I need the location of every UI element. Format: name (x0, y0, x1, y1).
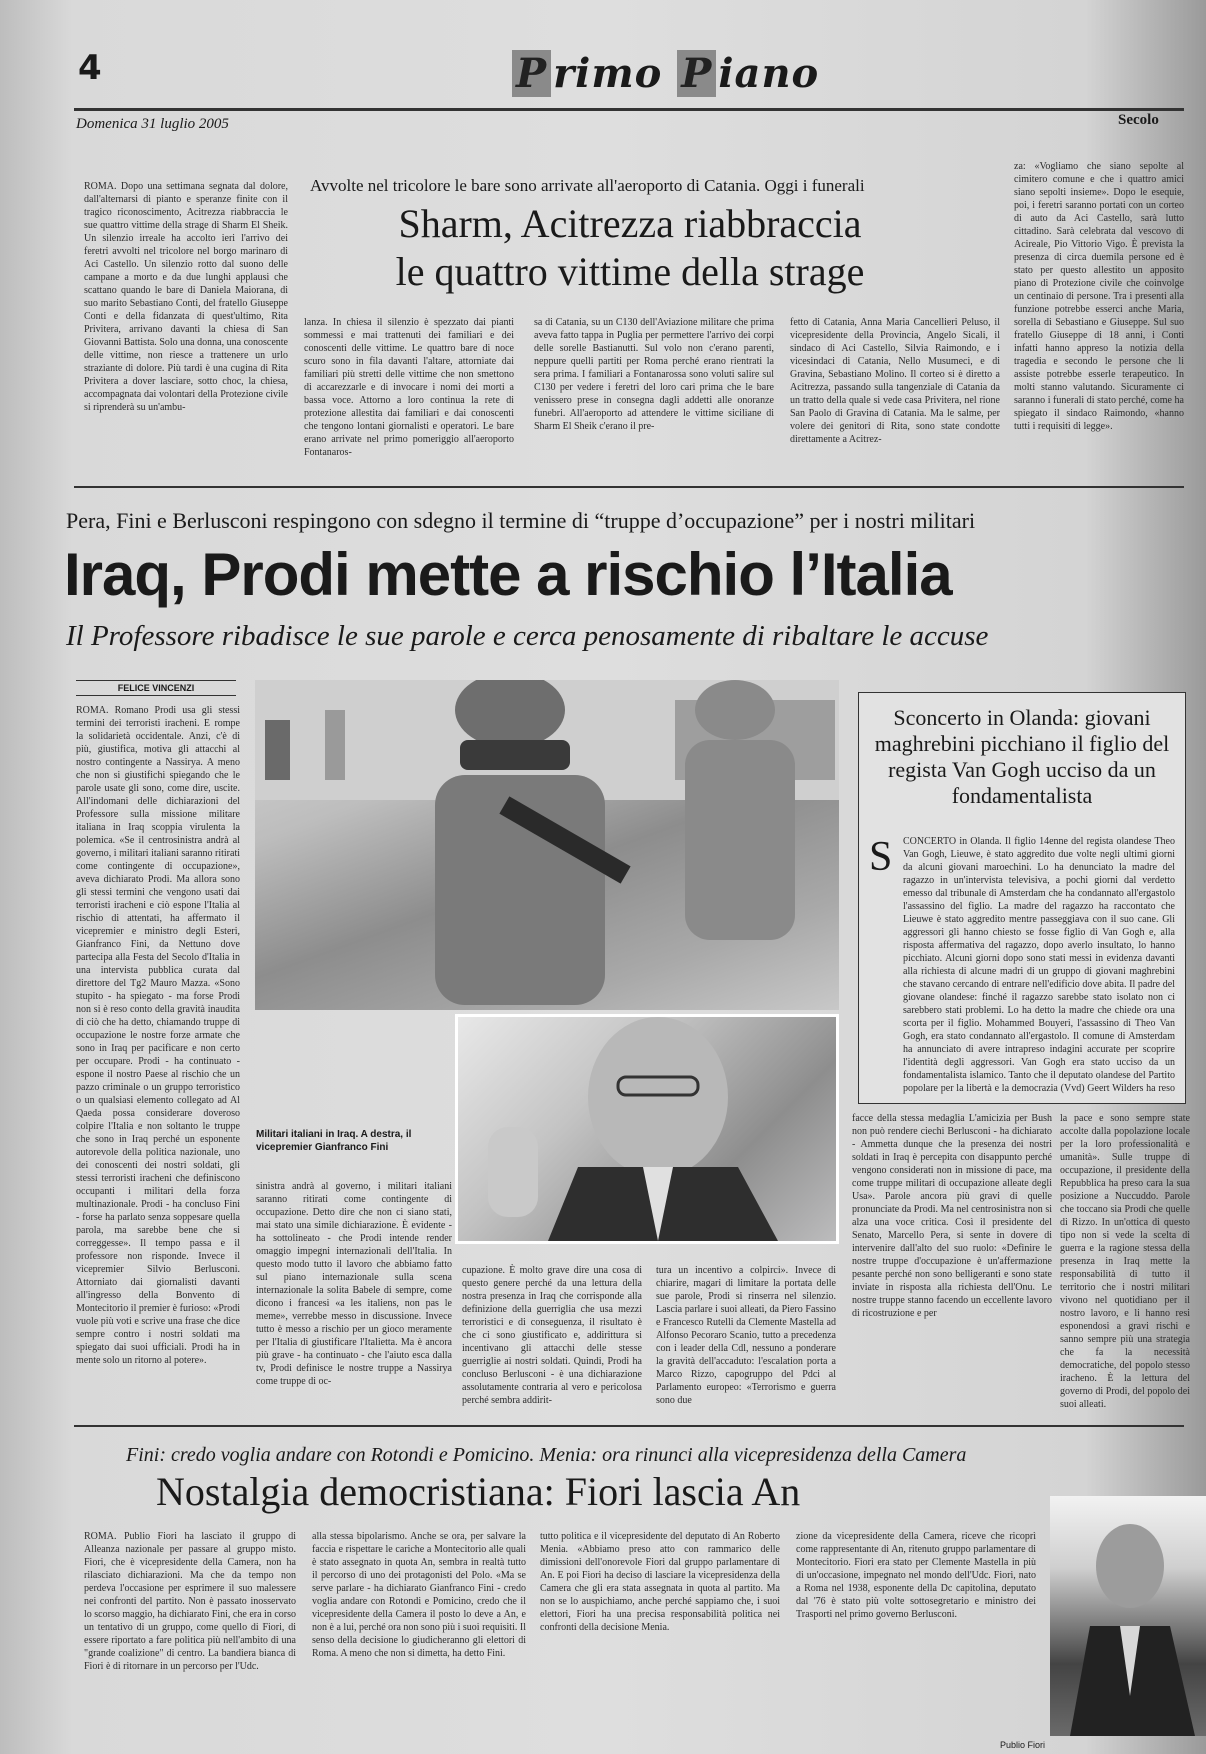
story3-col3: tutto politica e il vicepresidente del deputato di An Roberto Menia. «Abbiamo preso atto con rammarico delle dimissioni dell'onorevole Fiori dal gruppo parlamentare di An. E poi Fiori ha deciso di lasciare la vicepresidenza della Camera che gli era stata assegnata in quota al partito. Ma non se lo auspichiamo, anche perché sappiamo che, i suoi elettori, Fiori ha una precisa responsabilità politica nei confronti della decisione Menia. (540, 1531, 780, 1633)
section-rest-2: iano (718, 50, 820, 97)
story2-byline: FELICE VINCENZI (76, 680, 236, 696)
story1-col1: ROMA. Dopo una settimana segnata dal dolore, dall'alternarsi di pianto e speranze finite con il tragico riconoscimento, Acitrezza riabbraccia le sue quattro vittime della strage di Sharm El Sheik. Un silenzio irreale ha accolto ieri l'arrivo dei feretri avvolti nel tricolore nel borgo marinaro di Aci Castello. Un silenzio rotto dal suono delle campane a morto e da due lunghi applausi che scattano quando le bare di Daniela Maiorana, di suo marito Sebastiano Conti, del fratello Giuseppe Conti e della fidanzata di quest'ultimo, Rita Privitera, arrivano davanti la chiesa di San Giovanni Battista. Solo una donna, una conoscente delle vittime, non riesce a trattenere un urlo straziante di dolore. Più tardi è una cugina di Rita Privitera a dover lasciare, sotto choc, la chiesa, accompagnata dai volontari della Protezione civile si riprenderà su un'ambu- (84, 181, 288, 413)
story2-col3: cupazione. È molto grave dire una cosa di questo genere perché da una lettura della nostra presenza in Iraq che corrisponde alla definizione della guerriglia che usa mezzi terroristici e di conseguenza, il risultato è che ci sono giustificato e, addirittura si incentivano gli attacchi delle stesse guerriglie ai nostri soldati. Quindi, Prodi ha concluso Berlusconi - è una dichiarazione assolutamente contraria al vero e pericolosa perché sembra addirit- (462, 1265, 642, 1406)
story2-subhead: Il Professore ribadisce le sue parole e cerca penosamente di ribaltare le accuse (66, 620, 989, 652)
box-dropcap: S (869, 834, 893, 880)
story1-headline-line1: Sharm, Acitrezza riabbraccia (398, 201, 862, 246)
section-rule-2 (74, 486, 1184, 488)
box-headline: Sconcerto in Olanda: giovani maghrebini picchiano il figlio del regista Van Gogh ucciso da un fondamentalista (874, 705, 1170, 808)
photo-caption: Militari italiani in Iraq. A destra, il vicepremier Gianfranco Fini (256, 1129, 412, 1153)
story3-col2: alla stessa bipolarismo. Anche se ora, per salvare la faccia e rispettare le cariche a Montecitorio alle quali è stato assegnato in quota An, sembra in realtà tutto il percorso di uno dei protagonisti del Polo. «Ma se serve parlare - ha dichiarato Gianfranco Fini - credo voglia andare con Rotondi e Pomicino, credo che il vicepresidente della Camera il posto lo deve a An, e non è a lui, perché ora non sono più i suoi requisiti. Il senso della decisione lo giudicheranno gli elettori di Roma. A meno che non si dimetta, ha detto Fini. (312, 1531, 526, 1659)
story3-kicker: Fini: credo voglia andare con Rotondi e Pomicino. Menia: ora rinunci alla vicepresidenza della Camera (126, 1444, 967, 1466)
story2-col2: sinistra andrà al governo, i militari italiani saranno ritirati come contingente di occupazione. Detto dire che non ci siano stati, mai stato una simile dichiarazione. È evidente - ha sottolineato - che Prodi intende render omaggio impegni internazionali dell'Italia. In questo modo tutto il lavoro che abbiamo fatto sul piano internazionale sulla scena internazionale la solita Babele di sempre, come dicono i francesi «a les italiens, non pas le meme», verrebbe messo in discussione. Invece tutto è messo a rischio per un gioco meramente per l'Italia di giustificare l'Italietta. Ma è ancora più grave - ha continuato - che l'aiuto esca dalla tv, Prodi definisce le nostre truppe a Nassirya come truppe di oc- (256, 1181, 452, 1387)
story2-col4: tura un incentivo a colpirci». Invece di chiarire, magari di limitare la portata delle sue parole, Prodi si rinserra nel silenzio. Lascia parlare i suoi alleati, da Piero Fassino e Francesco Rutelli da Clemente Mastella ad Alfonso Pecoraro Scanio, tutto a precedenza con i leader della Cdl, nessuno a ponderare la gravità dell'accaduto: l'escalation porta a Marco Rizzo, capogruppo del Pdci al Parlamento europeo: «Terrorismo e guerra sono due (656, 1265, 836, 1406)
story1-headline-line2: le quattro vittime della strage (395, 249, 865, 294)
story1-col2: lanza. In chiesa il silenzio è spezzato dai pianti sommessi e mai trattenuti dei familiari e dei conoscenti delle vittime. Le quattro bare di noce scuro sono in fila davanti l'altare, attorniate dai familiari più stretti delle vittime che non smettono di accarezzarle e di invocare i nomi dei morti a bassa voce. Attorno a loro continua la rete di protezione allestita dai familiari e dai conoscenti che tengono lontani giornalisti e operatori. Le bare erano arrivate nel primo pomeriggio all'aeroporto Fontanaros- (304, 317, 514, 458)
section-rest-1: rimo (553, 50, 678, 97)
story3-col4: zione da vicepresidente della Camera, riceve che ricoprì come rappresentante di An, ritenuto gruppo parlamentare di Montecitorio. Fiori era stato per Clemente Mastella in più di un'occasione, impegnato nel mondo dell'Udc. Fiori, nato a Roma nel 1938, esponente della Dc capitolina, deputato dal '76 è stato più volte sottosegretario e ministro dei Trasporti nel primo governo Berlusconi. (796, 1531, 1036, 1620)
story3-headline: Nostalgia democristiana: Fiori lascia An (156, 1469, 801, 1514)
story1-col4: fetto di Catania, Anna Maria Cancellieri Peluso, il vicepresidente della Provincia, Angelo Sicali, il sindaco di Aci Castello, Silvia Raimondo, e i vicesindaci di Catania, Nello Musumeci, e di Gravina, Sebastiano Molino. Il corteo si è diretto a Acitrezza, passando sulla tangenziale di Catania da un tratto della quale si vede casa Privitera, nel rione San Paolo di Gravina di Catania. Ma le salme, per volere dei genitori di Rita, sono state condotte direttamente a Acitrez- (790, 317, 1000, 445)
page-number: 4 (78, 48, 102, 88)
issue-date: Domenica 31 luglio 2005 (76, 116, 229, 132)
story2-col1: ROMA. Romano Prodi usa gli stessi termini dei terroristi iracheni. E rompe la solidarietà occidentale. Anzi, c'è di più, giustifica, motiva gli attacchi al nostro contingente a Nassirya. A meno che non si giustifichi spiegando che le parole usate gli sono, come dire, uscite. All'indomani delle dichiarazioni del Professore sulla missione militare italiana in Iraq scoppia virulenta la polemica. «Se il centrosinistra andrà al governo, i militari italiani saranno ritirati come contingente di occupazione», aveva dichiarato Prodi. Ma allora sono gli stessi termini che vengono usati dai terroristi iracheni e ciò espone l'Italia al rischio di attentati, ha affermato il vicepremier e ministro degli Esteri, Gianfranco Fini, da Nettuno dove partecipa alla Festa del Secolo d'Italia in una intervista pubblica curata dal direttore del Tg2 Mauro Mazza. «Sono stupito - ha spiegato - ma forse Prodi non si è reso conto della gravità inaudita di ciò che ha detto, chiamando truppe di occupazione le nostre forze armate che sono in Iraq per pacificare e non certo per occupare. Prodi - ha continuato - espone il nostro Paese al rischio che un pazzo criminale o un gruppo terroristico o un qualsiasi elemento collegato ad Al Qaeda possa considerare doveroso colpire l'Italia e non soltanto le truppe che sono in Iraq perché un esponente autorevole della politica nazionale, uno dei conoscenti dei nostri soldati, gli stessi terroristi iracheni che definiscono occupanti i militari della forza multinazionale. Prodi - ha concluso Fini - forse ha parlato senza soppesare quella parola, ma sarebbe bene che si correggesse». Il tempo passa e il professore non risponde. Invece il vicepremier Silvio Berlusconi. Attorniato dai giornalisti davanti all'ingresso della Bonvento di Montecitorio il premier è furioso: «Prodi vuole più voti e scrive una frase che dice sempre contro i nostri soldati ma spiegato dai suoi ufficiali. Prodi ha in mente solo un ritorno al potere». (76, 705, 240, 1366)
story2-kicker: Pera, Fini e Berlusconi respingono con sdegno il termine di “truppe d’occupazione” per i nostri militari (66, 508, 976, 533)
section-title (512, 50, 819, 97)
fiori-photo (1050, 1496, 1206, 1736)
story2-headline: Iraq, Prodi mette a rischio l’Italia (64, 541, 952, 608)
soldiers-photo (255, 680, 839, 1010)
fini-photo (455, 1014, 839, 1244)
story1-headline (300, 200, 960, 296)
story1-kicker: Avvolte nel tricolore le bare sono arrivate all'aeroporto di Catania. Oggi i funerali (310, 176, 865, 195)
soldiers-illustration (255, 680, 839, 1010)
photo3-caption: Publio Fiori (1000, 1740, 1046, 1750)
story1-col3: sa di Catania, su un C130 dell'Aviazione militare che prima aveva fatto tappa in Puglia per permettere l'arrivo dei corpi delle sorelle Bastianutti. Sul volo non c'erano parenti, neppure quelli partiti per Roma perché erano rientrati la sera prima. I familiari a Fontanarossa sono voluti salire sul C130 per vedere i feretri del loro cari prima che le bare venissero prese in consegna dagli addetti alle onoranze funebri. All'aeroporto ad attendere le vittime siciliane di Sharm El Sheik c'erano il pre- (534, 317, 774, 432)
story2-col5: facce della stessa medaglia L'amicizia per Bush non può rendere ciechi Berlusconi - ha dichiarato - Ammetta dunque che la presenza dei nostri soldati in Iraq è percepita con disappunto perché vengono considerati non in missione di pace, ma come truppe militari di occupazione alleate degli Usa». Parole ancora più gravi di quelle pronunciate da Prodi. Ma nel centrosinistra non si alza una voce critica. Così il presidente del Senato, Marcello Pera, si sente in dovere di intervenire dall'alto del suo ruolo: «Definire le nostre truppe d'occupazione è un'affermazione pesante perché non sono belligeranti e sono state inviate in risposta alla richiesta dell'Onu. Le nostre truppe stanno facendo un eccellente lavoro di ricostruzione e per (852, 1113, 1052, 1319)
story3-col1: ROMA. Publio Fiori ha lasciato il gruppo di Alleanza nazionale per passare al gruppo misto. Fiori, che è vicepresidente della Camera, non ha rilasciato dichiarazioni. Ma che da tempo non perdeva l'occasione per esprimere il suo malessere nei confronti del partito. Non è passato inosservato lo scorso maggio, ha dichiarato Fini, che era in corso un tentativo di un gruppo, come quello di Fiori, di essere riportato a fare politica più nell'ambito di una "grande coalizione" di centro. La bandiera bianca di Fiori è di ritornare in un percorso per l'Udc. (84, 1531, 296, 1672)
van-gogh-box (858, 692, 1186, 1104)
section-rule-3 (74, 1425, 1184, 1427)
fiori-illustration (1050, 1496, 1206, 1736)
section-initial-1: P (512, 50, 551, 97)
box-body: CONCERTO in Olanda. Il figlio 14enne del regista olandese Theo Van Gogh, Lieuwe, è stato aggredito due volte negli ultimi giorni da alcuni giovani maroechini. Lo ha denunciato la madre del ragazzo in un'intervista televisiva, a pochi giorni dal verdetto emesso dal tribunale di Amsterdam che ha condannato all'ergastolo l'assassino del figlio. La madre del ragazzo ha raccontato che Lieuwe è stato aggredito mentre passeggiava con il suo cane. Gli aggressori gli hanno chiesto se fosse figlio di Van Gogh e, alla risposta affermativa del ragazzo, dopo averlo insultato, lo hanno picchiato. Alcuni giorni dopo sono stati messi in evidenza davanti alla richiesta di alcune madri di un gruppo di giovani maghrebini che stavano cercando di entrare nell'edificio dove abita. Il padre del giovane olandese: finché il ragazzo sarebbe stato isolato non ci sarebbero stati problemi. Lo ha detto la madre che chiede ora una scorta per il figlio. Mohammed Bouyeri, l'assassino di Theo Van Gogh, era stato condannato all'ergastolo. Il comune di Amsterdam ha annunciato di avere intrapreso indagini accurate per scoprire l'identità degli aggressori. Van Gogh era stato ucciso da un fondamentalista islamico. Tanto che il deputato olandese del Partito popolare per la libertà e la democrazia (Vvd) Geert Wilders ha reso (903, 836, 1175, 1094)
story2-col6: la pace e sono sempre state accolte dalla popolazione locale per la loro professionalità e umanità». Sulle truppe di occupazione, il presidente della Repubblica ha preso cara la sua posizione a Nuccuddo. Parole che toccano sia Prodi che quelle di Rizzo. In un'ottica di questo tipo non si vede la scelta di guerra e la ragione stessa della presenza in Iraq mette la responsabilità di tutto il territorio che i nostri militari vivono nel quotidiano per il nostro lavoro, e li hanno resi esponendosi a gravi rischi e sanno sempre più una strategia che fa la necessità democratiche, del popolo stesso iracheno. È la lettura del governo di Prodi, del popolo dei suoi alleati. (1060, 1113, 1190, 1410)
story1-col5: za: «Vogliamo che siano sepolte al cimitero comune e che i quattro amici siano sepolti insieme». Dopo le esequie, poi, i feretri saranno portati con un corteo di auto da Aci Castello, sarà lutto cittadino. Sarà celebrata dal vescovo di Acireale, Pio Vittorio Vigo. È prevista la presenza di circa duemila persone ed è stato per questo allestito un apposito piano di Protezione civile che coinvolge un centinaio di persone. Tra i presenti alla funzione potrebbe esserci anche Maria, sorella di Sebastiano e Giuseppe. Sul suo fratello Giuseppe di 18 anni, i Conti infatti hanno appreso la notizia della tragedia e secondo le persone che li assiste potrebbe esserle terapeutico. In molti stanno valutando. Sicuramente ci saranno i funerali di stato perché, come ha spiegato il sindaco Raimondo, «hanno tutti i requisiti di legge». (1014, 161, 1184, 432)
header-rule (74, 108, 1184, 111)
masthead-fragment: Secolo (1118, 112, 1159, 128)
fini-illustration (458, 1017, 836, 1241)
section-initial-2: P (677, 50, 716, 97)
